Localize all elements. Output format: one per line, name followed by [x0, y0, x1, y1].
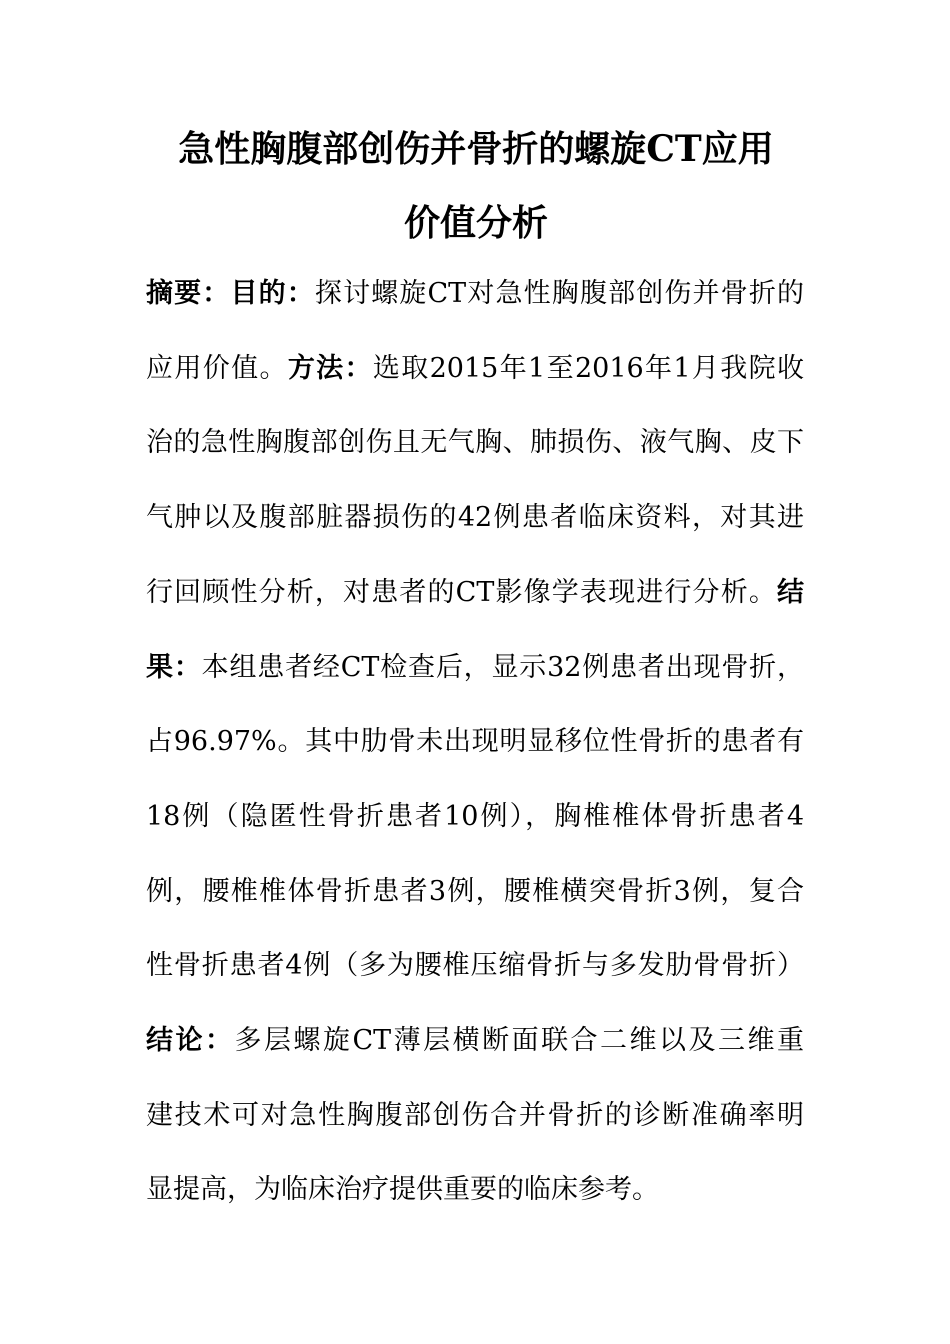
abstract-text: 显提高，为临床治疗提供重要的临床参考。	[146, 1174, 659, 1205]
abstract-line	[146, 654, 804, 681]
paper-title-line-2: 价值分析	[403, 202, 548, 244]
abstract-text: 应用价值。	[146, 353, 288, 384]
abstract-heading: 果：	[146, 652, 202, 683]
abstract-heading: 结论：	[146, 1025, 235, 1056]
abstract-line	[146, 1102, 804, 1129]
abstract-heading: 方法：	[287, 353, 373, 384]
abstract-line	[146, 803, 804, 830]
abstract-line	[146, 355, 804, 382]
paper-title-line-1: 急性胸腹部创伤并骨折的螺旋CT应用	[178, 128, 774, 170]
abstract-line	[146, 1027, 804, 1054]
abstract-line	[146, 728, 804, 755]
abstract-text: 18例（隐匿性骨折患者10例），胸椎椎体骨折患者4	[146, 801, 804, 832]
abstract-line	[146, 878, 804, 905]
abstract-text: 选取2015年1至2016年1月我院收	[372, 353, 805, 384]
abstract-text: 行回顾性分析，对患者的CT影像学表现进行分析。	[146, 577, 777, 608]
abstract-heading: 摘要：目的：	[146, 278, 315, 309]
abstract-text: 建技术可对急性胸腹部创伤合并骨折的诊断准确率明	[146, 1100, 804, 1131]
abstract-text: 多层螺旋CT薄层横断面联合二维以及三维重	[234, 1025, 805, 1056]
abstract-line	[146, 579, 804, 606]
abstract-text: 例，腰椎椎体骨折患者3例，腰椎横突骨折3例，复合	[146, 876, 804, 907]
abstract-text: 占96.97%。其中肋骨未出现明显移位性骨折的患者有	[146, 726, 804, 757]
abstract-line	[146, 952, 804, 979]
abstract-line	[146, 429, 804, 456]
abstract-line	[146, 504, 804, 531]
abstract-line	[146, 280, 804, 307]
abstract-text: 性骨折患者4例（多为腰椎压缩骨折与多发肋骨骨折）	[146, 950, 804, 981]
abstract-text: 本组患者经CT检查后，显示32例患者出现骨折，	[201, 652, 804, 683]
abstract-text: 探讨螺旋CT对急性胸腹部创伤并骨折的	[314, 278, 805, 309]
abstract-heading: 结	[777, 577, 804, 608]
abstract-text: 气肿以及腹部脏器损伤的42例患者临床资料，对其进	[146, 502, 804, 533]
abstract-text: 治的急性胸腹部创伤且无气胸、肺损伤、液气胸、皮下	[146, 427, 804, 458]
abstract-line	[146, 1176, 804, 1203]
